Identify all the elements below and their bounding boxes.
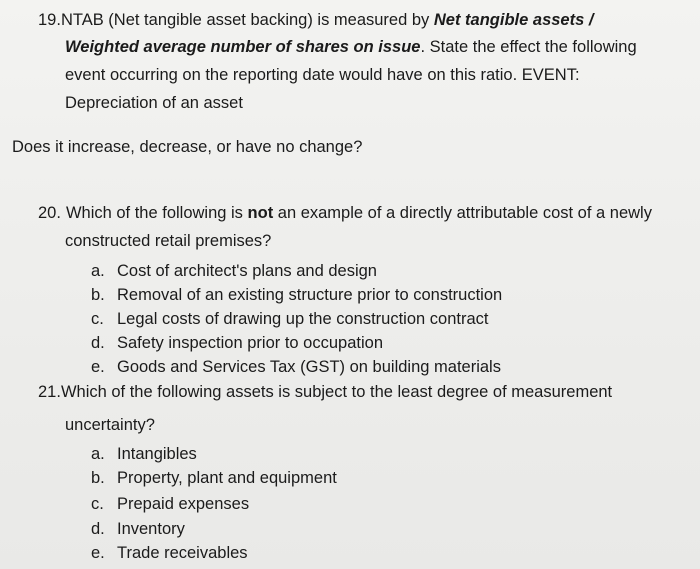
q21-option-a: [91, 445, 197, 464]
q19-prompt: Does it increase, decrease, or have no change?: [12, 138, 363, 156]
option-letter: d.: [91, 520, 105, 538]
q20-line1-emphasis: not: [247, 204, 274, 222]
option-letter: e.: [91, 544, 105, 562]
option-letter: a.: [91, 262, 105, 280]
q19-line1-emphasis: Net tangible assets /: [433, 11, 594, 29]
q19-line1-text: NTAB (Net tangible asset backing) is measured by: [60, 11, 434, 29]
option-text: Legal costs of drawing up the construction contract: [117, 310, 489, 328]
q20-option-a: [91, 262, 377, 281]
q21-option-d: [91, 520, 185, 539]
option-letter: b.: [91, 286, 105, 304]
option-letter: d.: [91, 334, 105, 352]
q20-line-1: [38, 204, 652, 223]
q20-line1-text-a: Which of the following is: [65, 204, 248, 222]
option-text: Property, plant and equipment: [117, 469, 337, 487]
q19-line2-emphasis: Weighted average number of shares on issue: [65, 38, 421, 56]
option-text: Inventory: [117, 520, 185, 538]
q20-option-b: [91, 286, 502, 305]
q19-line-2: [65, 38, 637, 57]
option-letter: c.: [91, 495, 104, 513]
q19-line2-text: . State the effect the following: [420, 38, 637, 56]
option-letter: b.: [91, 469, 105, 487]
q20-line1-text-c: an example of a directly attributable cost of a newly: [273, 204, 652, 222]
q20-option-e: [91, 358, 501, 377]
option-text: Intangibles: [117, 445, 197, 463]
q19-line-3: event occurring on the reporting date would have on this ratio. EVENT:: [65, 66, 580, 84]
q20-number: 20.: [38, 204, 61, 222]
q19-number: 19.: [38, 11, 61, 29]
option-text: Cost of architect's plans and design: [117, 262, 377, 280]
q21-line1-text: Which of the following assets is subject to the least degree of measurement: [60, 383, 613, 401]
q21-line-1: [38, 383, 612, 402]
q21-option-b: [91, 469, 337, 488]
q21-line-2: uncertainty?: [65, 416, 155, 434]
q21-option-e: [91, 544, 248, 563]
option-text: Goods and Services Tax (GST) on building materials: [117, 358, 501, 376]
q19-line-4: Depreciation of an asset: [65, 94, 243, 112]
option-letter: c.: [91, 310, 104, 328]
option-letter: e.: [91, 358, 105, 376]
option-text: Safety inspection prior to occupation: [117, 334, 383, 352]
option-letter: a.: [91, 445, 105, 463]
q21-option-c: [91, 495, 249, 514]
q20-option-d: [91, 334, 383, 353]
option-text: Removal of an existing structure prior to construction: [117, 286, 503, 304]
q19-line-1: [38, 11, 593, 30]
q21-number: 21.: [38, 383, 61, 401]
option-text: Prepaid expenses: [117, 495, 250, 513]
q20-option-c: [91, 310, 488, 329]
q20-line-2: constructed retail premises?: [65, 232, 272, 250]
option-text: Trade receivables: [117, 544, 248, 562]
